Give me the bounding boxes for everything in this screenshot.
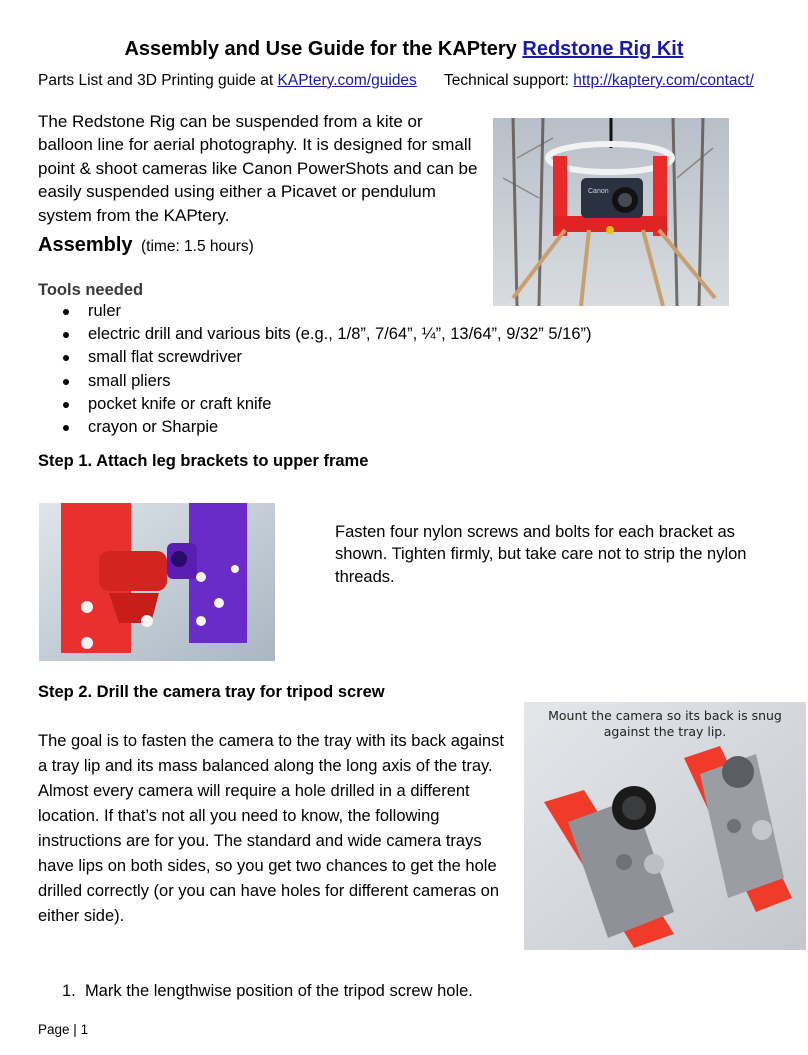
support-label: Technical support: [444,72,574,89]
list-item: crayon or Sharpie [38,416,591,439]
intro-paragraph: The Redstone Rig can be suspended from a kite or balloon line for aerial photography. It is designed for small point & shoot cameras like Canon PowerShots and can be easily suspended using either a Picavet or pendulum system from the KAPtery. [38,112,478,225]
rig-photo [493,118,729,306]
camera-brand: Canon [588,188,609,195]
list-item: electric drill and various bits (e.g., 1/8”, 7/64”, ¼”, 13/64”, 9/32” 5/16”) [38,323,591,346]
numbered-list-item [62,982,473,1001]
support-link[interactable]: http://kaptery.com/contact/ [573,72,754,89]
page-number: 1 [80,1022,89,1037]
page-label: Page [38,1022,70,1037]
title-text: Assembly and Use Guide for the KAPtery [124,38,523,60]
page-footer [38,1022,88,1037]
list-item-text: Mark the lengthwise position of the tripod screw hole. [84,982,473,1000]
step1-heading: Step 1. Attach leg brackets to upper frame [38,452,369,470]
assembly-time: (time: 1.5 hours) [141,238,254,255]
support-line [444,72,754,90]
guides-label: Parts List and 3D Printing guide at [38,72,278,89]
step2-text: The goal is to fasten the camera to the tray with its back against a tray lip and its mass balanced along the long axis of the tray. Almost every camera will require a hole drilled in a different location. If that’s not all you need to know, the following instructions are for you. The standard and wide camera trays have lips on both sides, so you get two chances to get the hole drilled correctly (or you can have holes for different cameras on either side). [38,732,504,925]
step1-text: Fasten four nylon screws and bolts for each bracket as shown. Tighten firmly, but take care not to strip the nylon threads. [335,523,747,586]
bracket-photo [39,503,275,661]
list-number: 1. [62,982,76,1000]
photo-caption: Mount the camera so its back is snug against the tray lip. [548,708,782,739]
redstone-rig-kit-link[interactable]: Redstone Rig Kit [522,38,684,60]
assembly-heading: Assembly [38,234,133,256]
step2-heading: Step 2. Drill the camera tray for tripod screw [38,683,385,701]
list-item: small pliers [38,370,591,393]
list-item: ruler [38,300,591,323]
guides-link[interactable]: KAPtery.com/guides [277,72,417,89]
list-item: pocket knife or craft knife [38,393,591,416]
list-item: small flat screwdriver [38,346,591,369]
tools-heading: Tools needed [38,281,144,299]
guides-line [38,72,417,90]
tray-photo [524,702,806,950]
tools-list [38,300,591,439]
footer-separator: | [73,1022,77,1037]
page-title [0,38,808,61]
